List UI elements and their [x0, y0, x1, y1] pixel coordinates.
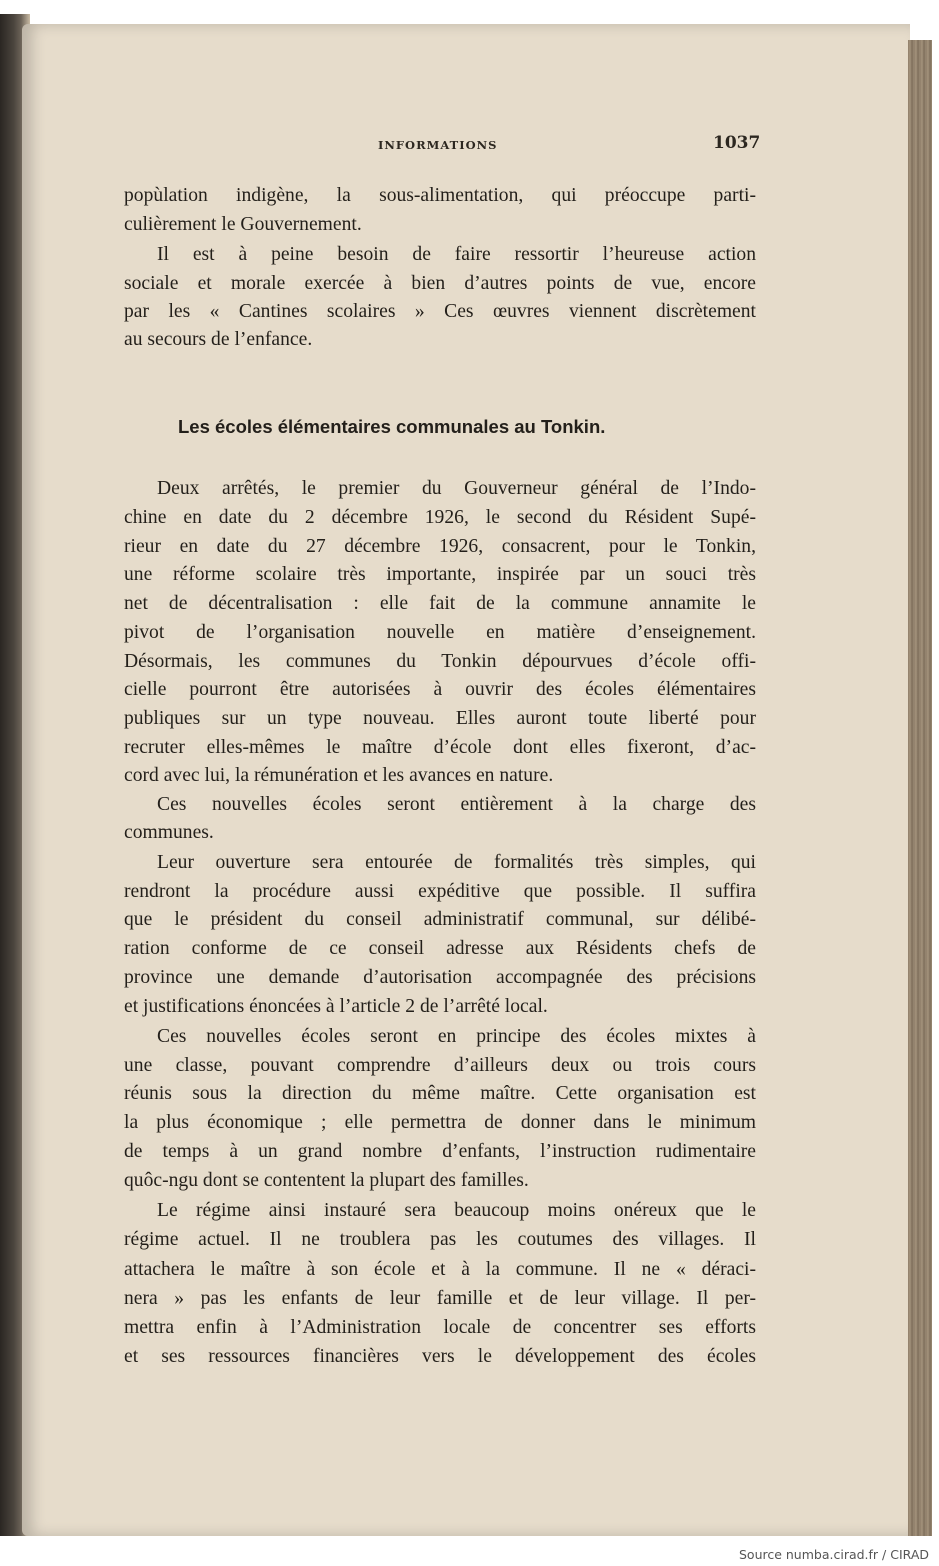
text-line: rieur en date du 27 décembre 1926, consacrent, pour le Tonkin, — [124, 536, 756, 557]
text-line: régime actuel. Il ne troublera pas les coutumes des villages. Il — [124, 1229, 756, 1250]
text-line: ration conforme de ce conseil adresse aux Résidents chefs de — [124, 938, 756, 959]
text-line: Désormais, les communes du Tonkin dépourvues d’école offi- — [124, 651, 756, 672]
text-line: mettra enfin à l’Administration locale de concentrer ses efforts — [124, 1317, 756, 1338]
text-line: province une demande d’autorisation accompagnée des précisions — [124, 967, 756, 988]
text-line: la plus économique ; elle permettra de donner dans le minimum — [124, 1112, 756, 1133]
text-line: Deux arrêtés, le premier du Gouverneur général de l’Indo- — [157, 478, 756, 499]
text-line: que le président du conseil administratif communal, sur délibé- — [124, 909, 756, 930]
text-line: au secours de l’enfance. — [124, 329, 313, 350]
page-number: 1037 — [713, 133, 761, 153]
text-line: sociale et morale exercée à bien d’autres points de vue, encore — [124, 273, 756, 294]
page-stack-edge — [908, 40, 932, 1536]
text-line: et ses ressources financières vers le développement des écoles — [124, 1346, 756, 1367]
text-line: de temps à un grand nombre d’enfants, l’instruction rudimentaire — [124, 1141, 756, 1162]
text-line: culièrement le Gouvernement. — [124, 214, 362, 235]
text-line: publiques sur un type nouveau. Elles auront toute liberté pour — [124, 708, 756, 729]
text-line: rendront la procédure aussi expéditive que possible. Il suffira — [124, 881, 756, 902]
text-line: une réforme scolaire très importante, inspirée par un souci très — [124, 564, 756, 585]
text-line: réunis sous la direction du même maître. Cette organisation est — [124, 1083, 756, 1104]
text-line: Il est à peine besoin de faire ressortir l’heureuse action — [157, 244, 756, 265]
text-line: Ces nouvelles écoles seront entièrement à la charge des — [157, 794, 756, 815]
text-line: Ces nouvelles écoles seront en principe des écoles mixtes à — [157, 1026, 756, 1047]
section-title: Les écoles élémentaires communales au Tonkin. — [178, 416, 606, 437]
text-line: cielle pourront être autorisées à ouvrir des écoles élémentaires — [124, 679, 756, 700]
text-line: cord avec lui, la rémunération et les avances en nature. — [124, 765, 554, 786]
source-credit: Source numba.cirad.fr / CIRAD — [738, 1547, 929, 1562]
running-title: INFORMATIONS — [378, 138, 498, 152]
text-line: pivot de l’organisation nouvelle en matière d’enseignement. — [124, 622, 756, 643]
text-line: nera » pas les enfants de leur famille et de leur village. Il per- — [124, 1288, 756, 1309]
text-line: popùlation indigène, la sous-alimentation, qui préoccupe parti- — [124, 185, 756, 206]
text-line: communes. — [124, 822, 214, 843]
text-line: attachera le maître à son école et à la commune. Il ne « déraci- — [124, 1259, 756, 1280]
text-line: quôc-ngu dont se contentent la plupart des familles. — [124, 1170, 529, 1191]
text-line: chine en date du 2 décembre 1926, le second du Résident Supé- — [124, 507, 756, 528]
text-line: net de décentralisation : elle fait de la commune annamite le — [124, 593, 756, 614]
text-line: et justifications énoncées à l’article 2 de l’arrêté local. — [124, 996, 548, 1017]
text-line: Leur ouverture sera entourée de formalités très simples, qui — [157, 852, 756, 873]
text-line: une classe, pouvant comprendre d’ailleurs deux ou trois cours — [124, 1055, 756, 1076]
text-line: Le régime ainsi instauré sera beaucoup moins onéreux que le — [157, 1200, 756, 1221]
text-line: par les « Cantines scolaires » Ces œuvres viennent discrètement — [124, 301, 756, 322]
text-line: recruter elles-mêmes le maître d’école dont elles fixeront, d’ac- — [124, 737, 756, 758]
